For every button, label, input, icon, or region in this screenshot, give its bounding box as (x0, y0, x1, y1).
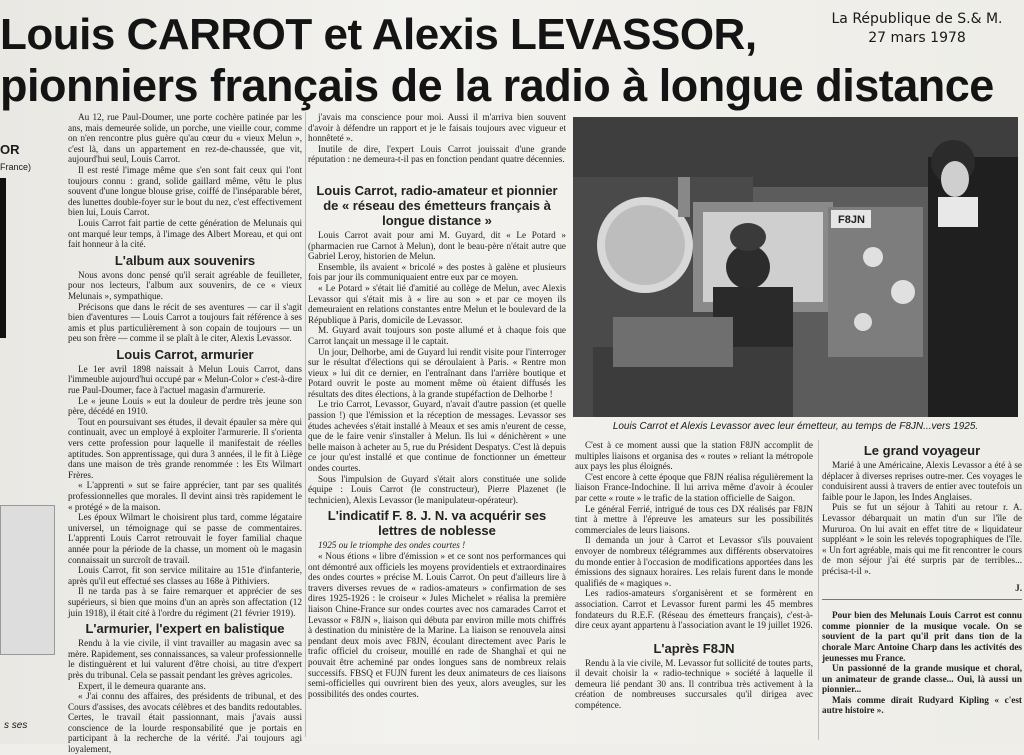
edge-illustration (0, 505, 55, 655)
paragraph: Rendu à la vie civile, M. Levassor fut sollicité de toutes parts, il devait choisir la « radio-technique » société à laquelle il demeura lié pendant 30 ans. Il contribua très activement à la création de nombreuses succursales qu'il dirigea avec compétence. (575, 657, 813, 711)
photo-caption: Louis Carrot et Alexis Levassor avec leur émetteur, au temps de F8JN...vers 1925. (612, 421, 979, 432)
source-label (812, 10, 1022, 48)
paragraph: j'avais ma conscience pour moi. Aussi il m'arriva bien souvent d'avoir à défendre un rapport et je le faisais toujours avec vigueur et honnêteté ». (308, 112, 566, 144)
paragraph: Louis Carrot, fit son service militaire au 151e d'infanterie, après qu'il eut effectué ses classes au 168e à Pithiviers. (68, 565, 302, 586)
paragraph: Les radios-amateurs s'organisèrent et se formèrent en association. Carrot et Levassor furent parmi les 45 membres fondateurs du R.E.F. (Réseau des émetteurs français), c'est-à-dire ceux ayant appartenu à l'association avant le 19 juillet 1926. (575, 588, 813, 631)
edge-text-ses: s ses (4, 720, 28, 731)
edge-text-or: OR (0, 142, 20, 157)
paragraph: Le trio Carrot, Levassor, Guyard, n'avait d'autre passion (et quelle passion !) que l'émission et la réception de messages. Levassor ses études achevées s'était installé à Meaux et ses amis n'eurent de cesse, que de le faire venir s'installer à Melun. Ils lui « dénichèrent » une belle maison à acheter au 5, rue du Président Despatys. C'est là depuis ce jour qu'est installé et que continue de fonctionner un émetteur ondes courtes. (308, 399, 566, 474)
subheading-armurier: Louis Carrot, armurier (116, 346, 254, 362)
source-date: 27 mars 1978 (868, 30, 966, 46)
subheading-album: L'album aux souvenirs (114, 252, 256, 268)
paragraph: Marié à une Américaine, Alexis Levassor a été à se déplacer à diverses reprises outre-mer. Ces voyages le conduisirent aussi à travers de entier avec toutefois un faible pour le Japon, les Indes Anglaises. (822, 460, 1022, 502)
paragraph: 1925 ou le triomphe des ondes courtes ! (318, 540, 466, 551)
paragraph: Rendu à la vie civile, il vint travailler au magasin avec sa mère. Rapidement, ses connaissances, sa valeur professionnelle le distinguèrent et lui valurent d'être choisi, au titre d'expert près du tribunal. Cela se passait pendant les grèves agricoles. (68, 638, 302, 680)
author-initial: J. (1015, 582, 1022, 593)
paragraph: « J'ai connu des affaires, des présidents de tribunal, et des Cours d'assises, des avocats célèbres et des bandits redoutables. Certes, le travail était passionnant, mais j'avais aussi conscience de la lourde responsabilité que je portais en participant à la recherche de la vérité. J'ai toujours agi loyalement, (68, 691, 302, 755)
paragraph: Les époux Wilmart le choisirent plus tard, comme légataire universel, un témoignage qui se passe de commentaires. L'apprenti Louis Carrot retrouvait le foyer familial chaque année pour la période de la chasse, un moment où le magasin connaissait un surcroît de travail. (68, 512, 302, 565)
subheading-indicatif: L'indicatif F. 8. J. N. va acquérir ses lettres de noblesse (327, 508, 547, 539)
paragraph: Nous avons donc pensé qu'il serait agréable de feuilleter, pour nos lecteurs, l'album aux souvenirs, de ce « vieux Melunais », sympathique. (68, 269, 302, 301)
headline-line2: pionniers français de la radio à longue distance (0, 60, 994, 111)
paragraph: Puis se fut un séjour à Tahiti au retour r. A. Levassor débarquait un matin d'un sur l'île de Mururoa. On lui avait en effet titre de « liquidateur suppléant » le soin les relevés topographiques de l'île. « Un fort agréable, mais qui me fit rencontrer le cours de mon séjour j'ai été surpris par de terribles... précisa-t-il ». (822, 502, 1022, 576)
paragraph: Pour bien des Melunais Louis Carrot est connu comme pionnier de la musique vocale. On se souvient de la part qu'il prit dans tion de la chorale Marc Antoine Charp dans les activités des jeunesses mu France. (822, 610, 1022, 663)
column-divider (818, 440, 819, 740)
paragraph: Le général Ferrié, intrigué de tous ces DX réalisés par F8JN tint à mettre à l'épreuve les amateurs sur les possibilités commerciales de leurs liaisons. (575, 503, 813, 535)
photo-sign: F8JN (838, 214, 865, 226)
paragraph: « Le Potard » s'était lié d'amitié au collège de Melun, avec Alexis Levassor qui s'était mis à « lire au son » et par ce moyen ils demeuraient en relations constantes entre Melun et le boulevard de la République à Paris, domicile de Levassor. (308, 282, 566, 325)
column-divider (305, 112, 306, 737)
paragraph: Mais comme dirait Rudyard Kipling « c'est autre histoire ». (822, 694, 1022, 716)
paragraph: Un jour, Delhorbe, ami de Guyard lui rendit visite pour l'interroger sur le résultat d'élections qui se déroulaient à Paris. « Rentre mon vieux » lui dit ce dernier, en l'entraînant dans l'arrière boutique et Potard ouvrit le poste au moment même où étaient diffusés les résultats des dites élections, à la grande stupéfaction de Delhorbe ! (308, 346, 566, 399)
paragraph: Il est resté l'image même que s'en sont fait ceux qui l'ont toujours connu : grand, solide gaillard même, vêtu le plus souvent d'une longue blouse grise, coiffé de l'inséparable béret, des lunettes double-foyer sur le bout du nez, c'est effectivement bien lui, Louis Carrot. (68, 164, 302, 218)
paragraph: Louis Carrot fait partie de cette génération de Melunais qui ont marqué leur temps, à l'image des Albert Moreau, et qui ont fait honneur à la cité. (68, 217, 302, 250)
paragraph: Un passionné de la grande musique et choral, un animateur de grande classe... Oui, là aussi un pionnier... (822, 663, 1022, 695)
paragraph: Inutile de dire, l'expert Louis Carrot jouissait d'une grande réputation : ne demeura-t-il pas en fonction pendant quatre décennies. (308, 143, 566, 165)
subheading-grand-voyageur: Le grand voyageur (863, 443, 981, 458)
column-4 (822, 440, 1022, 740)
column-3 (575, 440, 813, 740)
column-2 (308, 112, 566, 740)
photo-illustration (573, 117, 1018, 417)
paragraph: Tout en poursuivant ses études, il devait épauler sa mère qui continuait, avec un employé à exploiter l'armurerie. Il s'orienta vers cette profession pour laquelle il manifestait de réelles aptitudes. Son apprentissage, qui dura 3 années, il le fit à Liège dans une maison de très grande renommée : les Ets Wilmart Frères. (68, 416, 302, 480)
paragraph: « Nous étions « libre d'émission » et ce sont nos performances qui ont démontré aux officiels les moyens providentiels et extraordinaires des ondes courtes » précise M. Louis Carrot. On peut d'ailleurs lire à travers diverses revues de « radios-amateurs » confirmation de ses dires 1925-1926 : le croiseur « Jules Michelet » réalisa la première liaison Chine-France sur ondes courtes avec nos camarades Carrot et Levassor « F8JN », liaison qui débuta par environ mille mots chiffrés à destination du ministère de la Marine. La liaison se renouvela ainsi pendant deux mois avec F8JN, écoulant directement avec Paris le trafic officiel du croiseur, mouillé en rade de Shanghaï et qui ne pouvait être acheminé par ondes longues sans de nombreux relais successifs. FBSQ et FUJN furent les deux animateurs de ces liaisons semi-officielles qui ouvrirent bien des yeux, alors aveugles, sur les possibilités des ondes courtes. (308, 551, 566, 699)
paragraph: Il demanda un jour à Carrot et Levassor s'ils pouvaient envoyer de nombreux télégrammes aux différents observatoires du monde entier à l'occasion de modifications apportées dans les émissions des signaux horaires. Les relais furent dans le monde qualifiés de « magiques ». (575, 535, 813, 588)
column-1 (68, 112, 302, 755)
edge-dark-bar (0, 178, 6, 338)
paragraph: Ensemble, ils avaient « bricolé » des postes à galène et plusieurs fois par jour ils communiquaient entre eux par ce moyen. (308, 261, 566, 283)
section-divider (822, 599, 1022, 600)
paragraph: Louis Carrot avait pour ami M. Guyard, dit « Le Potard » (pharmacien rue Carnot à Melun), dont le beau-père n'était autre que Gabriel Leroy, historien de Melun. (308, 229, 566, 262)
subheading-balistique: L'armurier, l'expert en balistique (85, 621, 285, 637)
paragraph: M. Guyard avait toujours son poste allumé et à chaque fois que Carrot lançait un message il le captait. (308, 325, 566, 346)
subheading-radio-amateur: Louis Carrot, radio-amateur et pionnier de « réseau des émetteurs français à longue distance » (316, 182, 558, 228)
paragraph: Le 1er avril 1898 naissait à Melun Louis Carrot, dans l'immeuble aujourd'hui occupé par « Melun-Color » c'est-à-dire rue Paul-Doumer, face à l'actuel magasin d'armurerie. (68, 363, 302, 396)
left-edge-fragment (0, 110, 60, 744)
paragraph: Il ne tarda pas à se faire remarquer et apprécier de ses supérieurs, si bien que moins d'un an après son affectation (12 juin 1918), il était cité à l'ordre du régiment (21 février 1919). (68, 586, 302, 618)
edge-text-france: France) (0, 162, 32, 172)
paragraph: Le « jeune Louis » eut la douleur de perdre très jeune son père, décédé en 1910. (68, 395, 302, 417)
paragraph: C'est encore à cette époque que F8JN réalisa régulièrement la liaison France-Indochine. Il lui arriva même d'avoir à écouler par cette « route » le trafic de la station officielle de Saigon. (575, 471, 813, 503)
photo-radio-station (573, 117, 1018, 417)
paragraph: Sous l'impulsion de Guyard s'était alors constituée une solide équipe : Louis Carrot (le constructeur), Pierre Plazenet (le technicien), Alexis Levassor (le manipulateur-opérateur). (308, 473, 566, 505)
paragraph: Précisons que dans le récit de ses aventures — car il s'agit bien d'aventures — Louis Carrot a toujours fait référence à ses amis et plus particulièrement à son copain de toujours — un peu son frère — comme il se plaît à le citer, Alexis Levassor. (68, 301, 302, 344)
paragraph: Expert, il le demeura quarante ans. (78, 680, 206, 691)
source-name: La République de S.& M. (831, 11, 1003, 27)
paragraph: C'est à ce moment aussi que la station F8JN accomplit de multiples liaisons et organisa des « routes » reliant la métropole aux pays les plus éloignés. (575, 440, 813, 472)
paragraph: Au 12, rue Paul-Doumer, une porte cochère patinée par les ans, mais demeurée solide, un porche, une vieille cour, comme on n'en rencontre plus guère qu'au cœur du « vieux Melun », c'est là, dans un appartement en rez-de-chaussée, que vit, aujourd'hui seul, Louis Carrot. (68, 112, 302, 165)
subheading-apres-f8jn: L'après F8JN (653, 640, 735, 656)
paragraph: « L'apprenti » sut se faire apprécier, tant par ses qualités professionnelles que morales. Il devint ainsi très rapidement le « protégé » de la maison. (68, 480, 302, 512)
headline-line1: Louis CARROT et Alexis LEVASSOR, (0, 10, 757, 59)
